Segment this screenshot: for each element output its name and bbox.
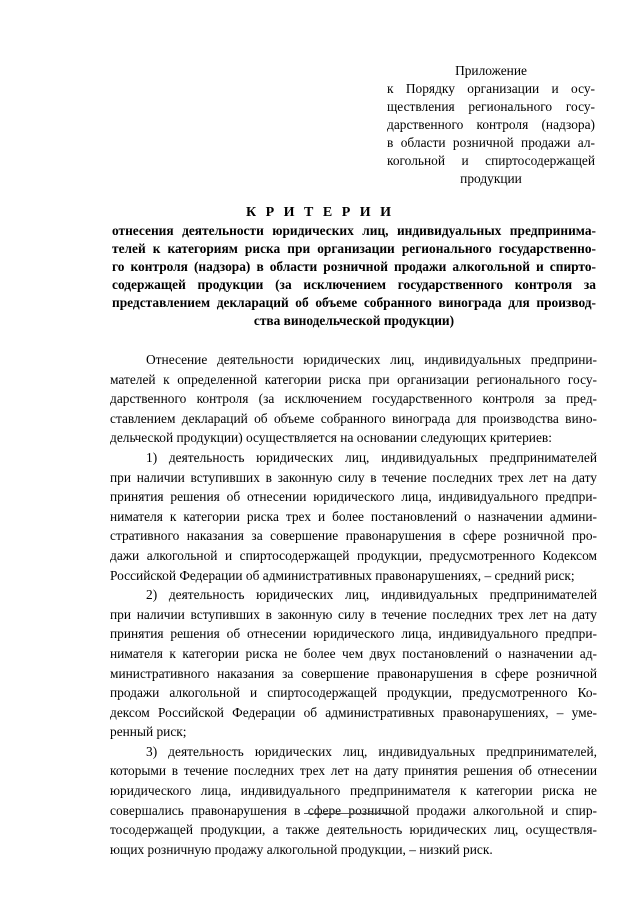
text-line: Отнесение деятельности юридических лиц, индивидуальных предприни- xyxy=(146,352,597,367)
document-body xyxy=(110,350,597,859)
text-line: при наличии вступивших в законную силу в течение последних трех лет на дату xyxy=(110,469,597,485)
text-line: тосодержащей продукции, а также деятельность юридических лиц, осуществля- xyxy=(110,822,597,838)
appendix-line: ществления регионального госу- xyxy=(387,99,595,114)
text-line: продажи алкогольной и спиртосодержащей продукции, предусмотренного Ко- xyxy=(110,685,597,701)
text-line: дажи алкогольной и спиртосодержащей продукции, предусмотренного Кодексом xyxy=(110,547,597,563)
text-line: нимателя к категории риска трех и более постановлений о назначении админи- xyxy=(110,508,597,524)
text-line: ренный риск; xyxy=(110,724,187,740)
subtitle-line: содержащей продукции (за исключением государственного контроля за xyxy=(112,277,596,292)
text-line: министративного наказания за совершение правонарушения в сфере розничной xyxy=(110,665,597,681)
criterion-item-1 xyxy=(110,448,597,585)
subtitle-line: го контроля (надзора) в области розничной продажи алкогольной и спирто- xyxy=(112,259,596,274)
appendix-line: когольной и спиртосодержащей xyxy=(387,153,595,168)
subtitle-line: представлением деклараций об объеме собранного винограда для производ- xyxy=(112,295,596,310)
intro-paragraph xyxy=(110,350,597,448)
text-line: дельческой продукции) осуществляется на основании следующих критериев: xyxy=(110,430,552,446)
appendix-line: к Порядку организации и осу- xyxy=(387,81,595,96)
text-line: при наличии вступивших в законную силу в течение последних трех лет на дату xyxy=(110,606,597,622)
text-line: 1) деятельность юридических лиц, индивидуальных предпринимателей xyxy=(146,449,597,465)
subtitle-line: телей к категориям риска при организации регионального государственно- xyxy=(112,241,596,256)
text-line: Российской Федерации об административных правонарушениях, – средний риск; xyxy=(110,567,575,583)
appendix-title: Приложение xyxy=(455,63,527,78)
criterion-item-2 xyxy=(110,585,597,742)
subtitle-line: отнесения деятельности юридических лиц, индивидуальных предпринима- xyxy=(112,223,596,238)
text-line: 3) деятельность юридических лиц, индивидуальных предпринимателей, xyxy=(146,743,597,759)
subtitle-line: ства винодельческой продукции) xyxy=(253,313,455,328)
text-line: ющих розничную продажу алкогольной продукции, – низкий риск. xyxy=(110,841,493,857)
text-line: 2) деятельность юридических лиц, индивидуальных предпринимателей xyxy=(146,587,597,603)
text-line: ставлением деклараций об объеме собранного винограда для производства вино- xyxy=(110,410,597,426)
text-line: нимателя к категории риска не более чем двух постановлений о назначении ад- xyxy=(110,645,597,661)
criterion-item-3 xyxy=(110,742,597,860)
text-line: мателей к определенной категории риска при организации регионального госу- xyxy=(110,371,597,387)
text-line: дексом Российской Федерации об административных правонарушениях, – уме- xyxy=(110,704,597,720)
text-line: принятия решения об отнесении юридического лица, индивидуального предпри- xyxy=(110,489,597,505)
text-line: стративного наказания за совершение правонарушения в сфере розничной про- xyxy=(110,528,597,544)
text-line: принятия решения об отнесении юридического лица, индивидуального предпри- xyxy=(110,626,597,642)
appendix-line: продукции xyxy=(460,171,522,186)
appendix-line: дарственного контроля (надзора) xyxy=(387,117,595,132)
text-line: дарственного контроля (за исключением государственного контроля за пред- xyxy=(110,391,597,407)
text-line: которыми в течение последних трех лет на дату принятия решения об отнесении xyxy=(110,763,597,779)
end-separator-line xyxy=(304,813,395,814)
appendix-block xyxy=(387,62,595,188)
appendix-line: в области розничной продажи ал- xyxy=(387,135,595,150)
text-line: юридического лица, индивидуального предпринимателя к категории риска не xyxy=(110,783,597,799)
document-subtitle xyxy=(112,222,596,330)
document-title: К Р И Т Е Р И И xyxy=(245,205,395,220)
text-line: совершались правонарушения в сфере розничной продажи алкогольной и спир- xyxy=(110,802,597,818)
